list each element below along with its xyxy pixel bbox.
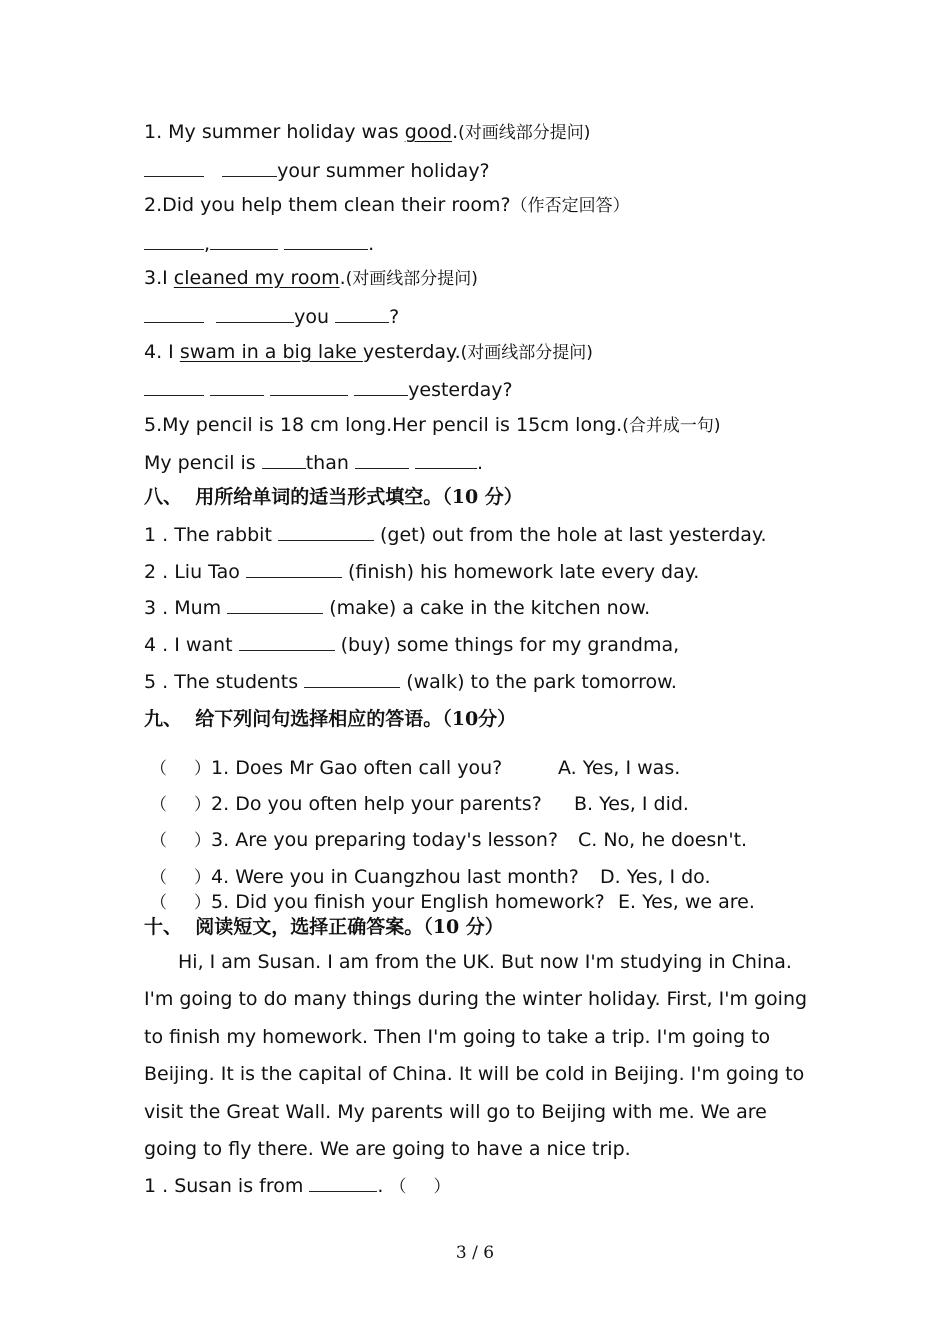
answer-blank[interactable] <box>144 231 204 250</box>
answer-blank[interactable] <box>216 304 294 323</box>
q9-3: （ ）3. Are you preparing today's lesson? C. No, he doesn't. <box>150 829 748 851</box>
answer-blank[interactable] <box>144 158 204 177</box>
answer-blank[interactable] <box>227 595 323 614</box>
q9-4: （ ）4. Were you in Cuangzhou last month? D. Yes, I do. <box>150 866 711 888</box>
a7-3: you ? <box>144 304 399 329</box>
answer-paren[interactable]: （ ） <box>150 759 212 779</box>
answer-blank[interactable] <box>270 377 348 396</box>
section-10-heading: 十、 阅读短文，选择正确答案。（10 分） <box>144 916 504 938</box>
section-8-heading: 八、 用所给单词的适当形式填空。（10 分） <box>144 486 523 508</box>
q8-3: 3 . Mum (make) a cake in the kitchen now. <box>144 597 651 619</box>
q8-2: 2 . Liu Tao (finish) his homework late every day. <box>144 561 700 583</box>
answer-blank[interactable] <box>278 522 374 541</box>
answer-blank[interactable] <box>210 377 264 396</box>
answer-blank[interactable] <box>355 450 409 469</box>
answer-blank[interactable] <box>415 450 477 469</box>
answer-blank[interactable] <box>144 304 204 323</box>
passage-text: Hi, I am Susan. I am from the UK. But now I'm studying in China. I'm going to do many things during the winter holiday. First, I'm going to finish my homework. Then I'm going to take a trip. I'm going to Beijing. It is the capital of China. It will be cold in Beijing. I'm going to visit the Great Wall. My parents will go to Beijing with me. We are going to fly there. We are going to have a nice trip. <box>144 951 808 1161</box>
q8-4: 4 . I want (buy) some things for my grandma, <box>144 634 680 656</box>
a7-2: , . <box>144 231 374 256</box>
q9-5: （ ）5. Did you finish your English homework? E. Yes, we are. <box>150 891 755 913</box>
answer-paren[interactable]: （ ） <box>150 831 212 851</box>
answer-blank[interactable] <box>262 450 306 469</box>
underlined-phrase: cleaned my room <box>173 267 340 289</box>
answer-blank[interactable] <box>144 377 204 396</box>
answer-blank[interactable] <box>309 1173 377 1192</box>
answer-blank[interactable] <box>222 158 277 177</box>
q8-5: 5 . The students (walk) to the park tomorrow. <box>144 671 677 693</box>
answer-blank[interactable] <box>284 231 368 250</box>
page-number: 3 / 6 <box>455 1243 495 1263</box>
underlined-phrase: swam in a big lake <box>179 341 363 363</box>
answer-blank[interactable] <box>304 669 400 688</box>
a7-1: your summer holiday? <box>144 158 490 183</box>
answer-paren[interactable]: （ ） <box>150 893 212 913</box>
answer-paren[interactable]: （ ） <box>150 868 212 888</box>
q7-4: 4. I swam in a big lake yesterday.(对画线部分提问) <box>144 341 593 363</box>
q7-2: 2.Did you help them clean their room?（作否定回答） <box>144 194 630 216</box>
underlined-word: good <box>404 121 453 143</box>
q7-1: 1. My summer holiday was good.(对画线部分提问) <box>144 121 591 143</box>
section-9-heading: 九、 给下列问句选择相应的答语。（10分） <box>144 708 517 730</box>
q7-3: 3.I cleaned my room.(对画线部分提问) <box>144 267 478 289</box>
a7-4: yesterday? <box>144 377 513 402</box>
q7-5: 5.My pencil is 18 cm long.Her pencil is 15cm long.(合并成一句) <box>144 414 721 436</box>
a7-5: My pencil is than . <box>144 452 484 474</box>
answer-blank[interactable] <box>354 377 408 396</box>
answer-paren[interactable]: （ ） <box>150 795 212 815</box>
q9-2: （ ）2. Do you often help your parents? B. Yes, I did. <box>150 793 689 815</box>
q8-1: 1 . The rabbit (get) out from the hole at last yesterday. <box>144 524 767 546</box>
answer-blank[interactable] <box>246 559 342 578</box>
answer-blank[interactable] <box>335 304 389 323</box>
q10-1: 1 . Susan is from . （ ） <box>144 1175 451 1197</box>
answer-blank[interactable] <box>210 231 278 250</box>
q9-1: （ ）1. Does Mr Gao often call you? A. Yes, I was. <box>150 757 681 779</box>
answer-blank[interactable] <box>239 632 335 651</box>
reading-passage <box>144 944 814 1168</box>
answer-paren[interactable]: （ ） <box>389 1177 451 1197</box>
